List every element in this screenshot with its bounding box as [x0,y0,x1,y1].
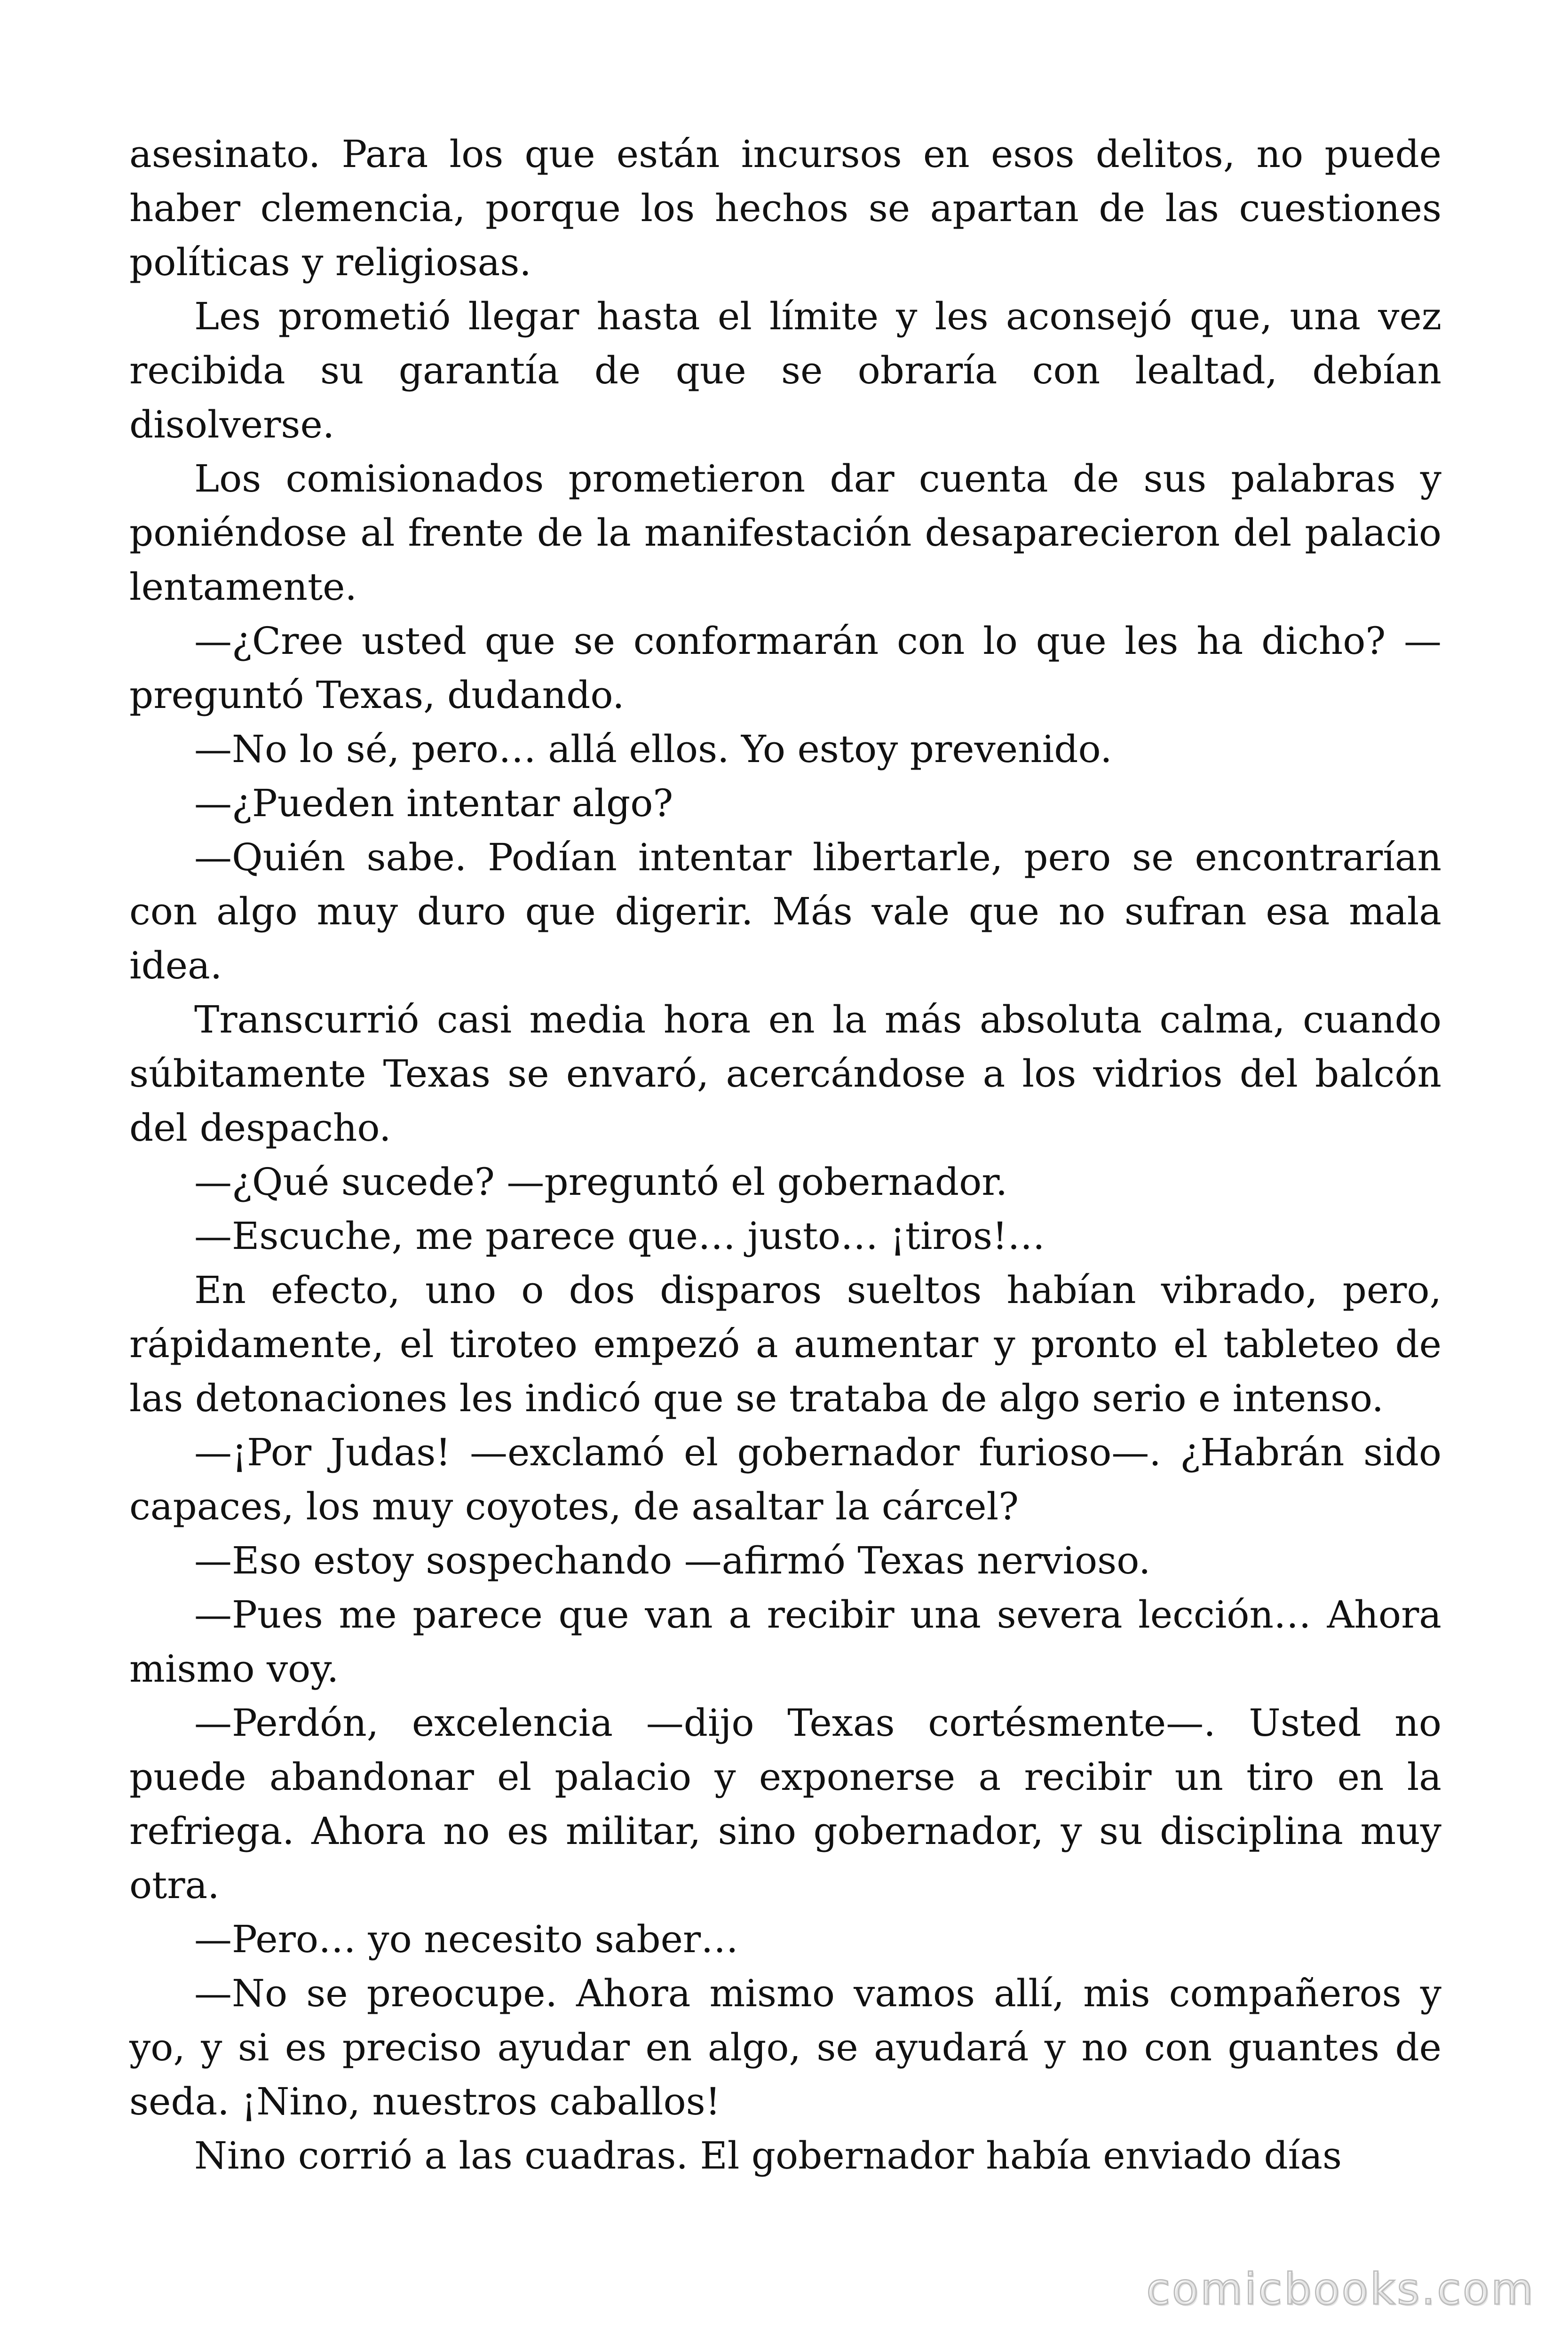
paragraph: —Quién sabe. Podían intentar libertarle, pero se encontrarían con algo muy duro que digerir. Más vale que no sufran esa mala idea. [129,835,1441,987]
paragraph: asesinato. Para los que están incursos en esos delitos, no puede haber clemencia, porque los hechos se apartan de las cuestiones políticas y religiosas. [129,132,1441,284]
paragraph: Los comisionados prometieron dar cuenta de sus palabras y poniéndose al frente de la manifestación desaparecieron del palacio lentamente. [129,457,1441,609]
paragraph: —No se preocupe. Ahora mismo vamos allí, mis compañeros y yo, y si es preciso ayudar en algo, se ayudará y no con guantes de seda. ¡Nino, nuestros caballos! [129,1971,1441,2123]
paragraph: —Pues me parece que van a recibir una severa lección… Ahora mismo voy. [129,1593,1441,1691]
paragraph: Les prometió llegar hasta el límite y les aconsejó que, una vez recibida su garantía de que se obraría con lealtad, debían disolverse. [129,294,1441,446]
paragraph: Transcurrió casi media hora en la más absoluta calma, cuando súbitamente Texas se envaró, acercándose a los vidrios del balcón del despacho. [129,998,1441,1150]
paragraph: —Eso estoy sospechando —afirmó Texas nervioso. [194,1539,1151,1582]
paragraph: —No lo sé, pero… allá ellos. Yo estoy prevenido. [194,727,1112,771]
paragraph: Nino corrió a las cuadras. El gobernador había enviado días [194,2134,1342,2177]
paragraph: —¿Cree usted que se conformarán con lo que les ha dicho? —preguntó Texas, dudando. [129,619,1441,717]
paragraph: —¿Pueden intentar algo? [194,781,673,825]
watermark: comicbooks.com [1146,2264,1535,2314]
paragraph: En efecto, uno o dos disparos sueltos habían vibrado, pero, rápidamente, el tiroteo empezó a aumentar y pronto el tableteo de las detonaciones les indicó que se trataba de algo serio e intenso. [129,1268,1441,1420]
paragraph: —¡Por Judas! —exclamó el gobernador furioso—. ¿Habrán sido capaces, los muy coyotes, de asaltar la cárcel? [129,1430,1441,1528]
paragraph: —Perdón, excelencia —dijo Texas cortésmente—. Usted no puede abandonar el palacio y exponerse a recibir un tiro en la refriega. Ahora no es militar, sino gobernador, y su disciplina muy otra. [129,1701,1441,1907]
paragraph: —Pero… yo necesito saber… [194,1917,739,1961]
page-text [129,127,1441,2183]
paragraph: —¿Qué sucede? —preguntó el gobernador. [194,1160,1008,1204]
paragraph: —Escuche, me parece que… justo… ¡tiros!… [194,1214,1045,1258]
